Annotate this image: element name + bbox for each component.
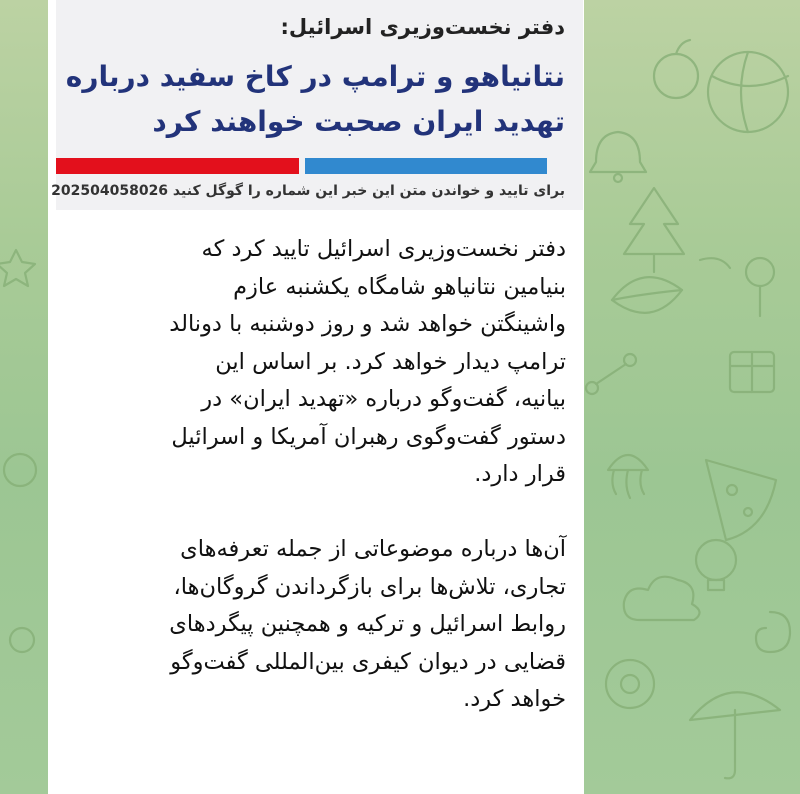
leaf-doodle-icon bbox=[612, 277, 682, 313]
news-source-label: دفتر نخست‌وزیری اسرائیل: bbox=[280, 15, 565, 39]
lollipop-doodle-icon bbox=[700, 258, 774, 316]
bulb-doodle-icon bbox=[696, 540, 736, 590]
circle-doodle-icon bbox=[4, 454, 36, 652]
cloud-doodle-icon bbox=[624, 577, 700, 620]
news-image-card[interactable] bbox=[51, 0, 583, 210]
umbrella-doodle-icon bbox=[690, 692, 780, 778]
message-bubble[interactable] bbox=[48, 0, 584, 794]
news-headline: نتانیاهو و ترامپ در کاخ سفید درباره تهدید ایران صحبت خواهند کرد bbox=[65, 60, 565, 138]
spiral-doodle-icon bbox=[756, 612, 790, 652]
google-verify-note: برای تایید و خواندن متن این خبر این شماره را گوگل کنید 202504058026 bbox=[51, 183, 565, 199]
bell-doodle-icon bbox=[590, 132, 646, 182]
jellyfish-doodle-icon bbox=[608, 455, 648, 498]
ball-doodle-icon bbox=[708, 52, 788, 132]
apple-doodle-icon bbox=[654, 40, 698, 98]
message-body-text: دفتر نخست‌وزیری اسرائیل تایید کرد که بنیامین نتانیاهو شامگاه یکشنبه عازم واشینگتن خواهد شد و روز دوشنبه با دونالد ترامپ دیدار خواهد کرد. بر اساس این بیانیه، گفت‌وگو درباره «تهدید ایران» در دستور گفت‌وگوی رهبران آمریکا و اسرائیل قرار دارد. آن‌ها درباره موضوعاتی از جمله تعرفه‌های تجاری، تلاش‌ها برای بازگرداندن گروگان‌ها، روابط اسرائیل و ترکیه و همچنین پیگردهای قضایی در دیوان کیفری بین‌المللی گفت‌وگو خواهد کرد. bbox=[169, 236, 566, 712]
tree-doodle-icon bbox=[624, 188, 684, 272]
blue-stripe bbox=[305, 158, 547, 174]
star-doodle-icon bbox=[0, 250, 35, 286]
red-stripe bbox=[56, 158, 299, 174]
box-doodle-icon bbox=[730, 352, 774, 392]
bone-doodle-icon bbox=[586, 354, 636, 394]
pizza-doodle-icon bbox=[706, 460, 776, 540]
ball-8-doodle-icon bbox=[606, 660, 654, 708]
